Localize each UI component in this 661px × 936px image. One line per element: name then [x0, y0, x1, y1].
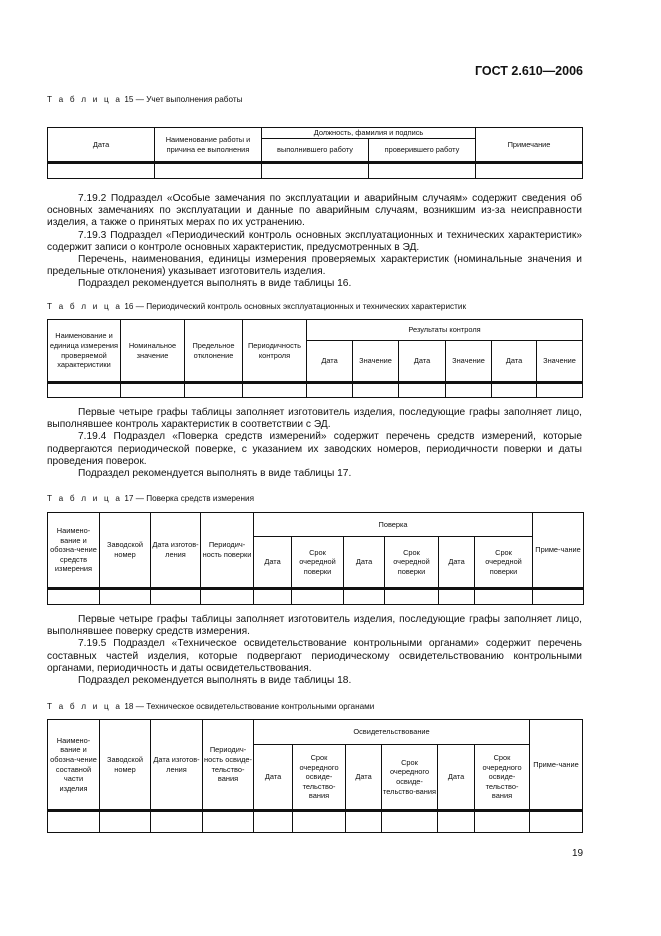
cell: [48, 383, 121, 398]
cell: [121, 383, 185, 398]
col-limit: Предельное отклонение: [185, 320, 243, 383]
table-15: [47, 127, 583, 179]
cell: [399, 383, 446, 398]
paragraph: Подраздел рекомендуется выполнять в виде таблицы 17.: [78, 468, 352, 480]
cell: [346, 811, 382, 833]
cell: [369, 163, 476, 179]
col-serial: Заводской номер: [100, 720, 151, 811]
cell: [151, 811, 203, 833]
caption-prefix: Т а б л и ц а: [47, 95, 123, 104]
col-value: Значение: [537, 341, 583, 383]
page-number: 19: [572, 848, 584, 859]
cell: [48, 589, 100, 605]
col-performed: выполнившего работу: [262, 139, 369, 163]
cell: [446, 383, 492, 398]
col-date: Дата: [48, 128, 155, 163]
cell: [48, 811, 100, 833]
cell: [533, 589, 584, 605]
table-17: [47, 512, 584, 605]
col-date: Дата: [492, 341, 537, 383]
col-manufactured: Дата изготов-ления: [151, 513, 201, 589]
standard-designation: ГОСТ 2.610—2006: [474, 64, 583, 78]
table-16: [47, 319, 583, 398]
col-work-name: Наименование работы и причина ее выполнения: [155, 128, 262, 163]
col-name: Наимено-вание и обозна-чение средств измерения: [48, 513, 100, 589]
cell: [475, 589, 533, 605]
col-next-date: Срок очередного освиде-тельство-вания: [382, 745, 438, 811]
caption-text: 18 — Техническое освидетельствование контрольными органами: [122, 702, 375, 711]
cell: [292, 589, 344, 605]
col-date: Дата: [307, 341, 353, 383]
table-18-caption: [47, 702, 374, 711]
col-date: Дата: [254, 745, 293, 811]
cell: [382, 811, 438, 833]
table-15-caption: [47, 95, 243, 104]
paragraph: Подраздел рекомендуется выполнять в виде таблицы 18.: [78, 675, 352, 687]
caption-prefix: Т а б л и ц а: [47, 302, 123, 311]
caption-prefix: Т а б л и ц а: [47, 494, 123, 503]
col-verification-group: Поверка: [254, 513, 533, 537]
col-date: Дата: [254, 537, 292, 589]
cell: [254, 811, 293, 833]
caption-text: 16 — Периодический контроль основных эксплуатационных и технических характеристик: [122, 302, 467, 311]
cell: [155, 163, 262, 179]
cell: [151, 589, 201, 605]
cell: [100, 589, 151, 605]
paragraph: Подраздел рекомендуется выполнять в виде таблицы 16.: [78, 278, 352, 290]
cell: [100, 811, 151, 833]
cell: [439, 589, 475, 605]
col-serial: Заводской номер: [100, 513, 151, 589]
cell: [530, 811, 583, 833]
paragraph: Первые четыре графы таблицы заполняет изготовитель изделия, последующие графы заполняет лицо, выполнявшее контроль характеристик в соответствии с ЭД.: [47, 407, 582, 431]
col-next-date: Срок очередной поверки: [292, 537, 344, 589]
caption-prefix: Т а б л и ц а: [47, 702, 123, 711]
caption-text: 17 — Поверка средств измерения: [122, 494, 255, 503]
col-periodicity: Периодич-ность поверки: [201, 513, 254, 589]
cell: [476, 163, 583, 179]
cell: [537, 383, 583, 398]
col-next-date: Срок очередного освиде-тельство-вания: [293, 745, 346, 811]
col-next-date: Срок очередного освиде-тельство-вания: [475, 745, 530, 811]
cell: [438, 811, 475, 833]
col-note: Приме-чание: [530, 720, 583, 811]
col-name-unit: Наименование и единица измерения проверяемой характеристики: [48, 320, 121, 383]
cell: [492, 383, 537, 398]
table-row: [48, 589, 584, 605]
cell: [307, 383, 353, 398]
cell: [353, 383, 399, 398]
col-inspection-group: Освидетельствование: [254, 720, 530, 745]
col-date: Дата: [438, 745, 475, 811]
paragraph: Первые четыре графы таблицы заполняет изготовитель изделия, последующие графы заполняет лицо, выполнявшее поверку средств измерения.: [47, 614, 582, 638]
caption-text: 15 — Учет выполнения работы: [122, 95, 243, 104]
col-date: Дата: [439, 537, 475, 589]
table-18: [47, 719, 583, 833]
col-date: Дата: [344, 537, 385, 589]
cell: [243, 383, 307, 398]
col-manufactured: Дата изготов-ления: [151, 720, 203, 811]
col-position-group: Должность, фамилия и подпись: [262, 128, 476, 139]
col-periodicity: Периодичность контроля: [243, 320, 307, 383]
paragraph: 7.19.4 Подраздел «Поверка средств измерений» содержит перечень средств измерений, которые подвергаются периодической поверке, с указанием их заводских номеров, периодичности поверки и даты проведения поверок.: [47, 431, 582, 467]
col-value: Значение: [353, 341, 399, 383]
table-row: [48, 163, 583, 179]
table-16-caption: [47, 302, 466, 311]
col-date: Дата: [399, 341, 446, 383]
col-note: Приме-чание: [533, 513, 584, 589]
paragraph: Перечень, наименования, единицы измерения проверяемых характеристик (номинальные значения и предельные отклонения) указывает изготовитель изделия.: [47, 254, 582, 278]
cell: [254, 589, 292, 605]
col-date: Дата: [346, 745, 382, 811]
table-row: [48, 383, 583, 398]
cell: [203, 811, 254, 833]
cell: [185, 383, 243, 398]
col-next-date: Срок очередной поверки: [385, 537, 439, 589]
paragraph: 7.19.3 Подраздел «Периодический контроль основных эксплуатационных и технических характеристик» содержит записи о контроле основных характеристик, предусмотренных в ЭД.: [47, 229, 582, 253]
col-checked: проверившего работу: [369, 139, 476, 163]
cell: [262, 163, 369, 179]
col-name: Наимено-вание и обозна-чение составной части изделия: [48, 720, 100, 811]
cell: [344, 589, 385, 605]
cell: [48, 163, 155, 179]
col-next-date: Срок очередной поверки: [475, 537, 533, 589]
paragraph: 7.19.2 Подраздел «Особые замечания по эксплуатации и аварийным случаям» содержит сведения об основных замечаниях по эксплуатации и данные по аварийным случаям, возникшим из-за неисправности изделия, а также о принятых мерах по их устранению.: [47, 193, 582, 229]
table-17-caption: [47, 494, 254, 503]
col-note: Примечание: [476, 128, 583, 163]
cell: [385, 589, 439, 605]
col-value: Значение: [446, 341, 492, 383]
cell: [475, 811, 530, 833]
cell: [201, 589, 254, 605]
section-7-19-4-text: [47, 407, 582, 480]
paragraph: 7.19.5 Подраздел «Техническое освидетельствование контрольными органами» содержит перечень составных частей изделия, которые подвергают периодическому освидетельствованию контрольными органами, периодичность и даты освидетельствования.: [47, 638, 582, 674]
table-row: [48, 811, 583, 833]
section-7-19-5-text: [47, 614, 582, 687]
col-periodicity: Периодич-ность освиде-тельство-вания: [203, 720, 254, 811]
col-nominal: Номинальное значение: [121, 320, 185, 383]
col-results-group: Результаты контроля: [307, 320, 583, 341]
cell: [293, 811, 346, 833]
section-7-19-2-text: [47, 193, 582, 291]
